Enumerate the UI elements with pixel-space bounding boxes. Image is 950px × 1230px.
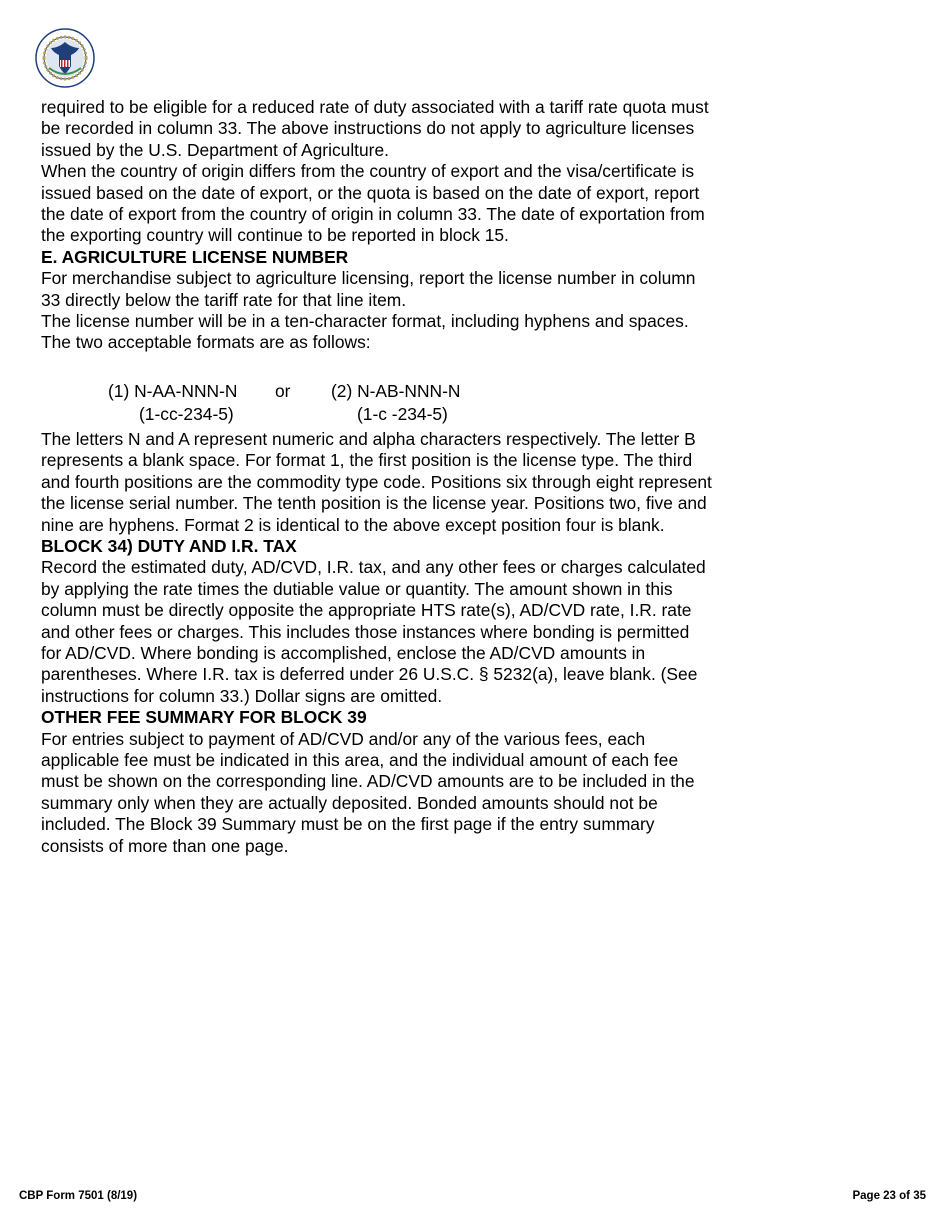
- format-1-example: (1-cc-234-5): [139, 403, 234, 424]
- footer-page-number: Page 23 of 35: [852, 1190, 926, 1202]
- heading-agriculture-license-number: E. AGRICULTURE LICENSE NUMBER: [41, 246, 349, 267]
- format-2-code: (2) N-AB-NNN-N: [331, 380, 461, 401]
- heading-block-34: BLOCK 34) DUTY AND I.R. TAX: [41, 535, 297, 556]
- paragraph-trq-licenses: required to be eligible for a reduced rate of duty associated with a tariff rate quota must be recorded in column 33. The above instructions do not apply to agriculture licenses issued by the U.S. Department of Agriculture.: [41, 97, 709, 160]
- heading-block-39: OTHER FEE SUMMARY FOR BLOCK 39: [41, 707, 367, 728]
- paragraph-duty-ir-tax: Record the estimated duty, AD/CVD, I.R. tax, and any other fees or charges calculated by applying the rate times the dutiable value or quantity. The amount shown in this column must be directly opposite the appropriate HTS rate(s), AD/CVD rate, I.R. rate and other fees or charges. This includes those instances where bonding is permitted for AD/CVD. Where bonding is accomplished, enclose the AD/CVD amounts in parentheses. Where I.R. tax is deferred under 26 U.S.C. § 5232(a), leave blank. (See instructions for column 33.) Dollar signs are omitted.: [41, 557, 706, 706]
- paragraph-agriculture-licensing: For merchandise subject to agriculture licensing, report the license number in column 33 directly below the tariff rate for that line item.: [41, 268, 696, 310]
- license-format-examples: [41, 381, 781, 429]
- paragraph-format-explanation: The letters N and A represent numeric and alpha characters respectively. The letter B represents a blank space. For format 1, the first position is the license type. The third and fourth positions are the commodity type code. Positions six through eight represent the license serial number. The tenth position is the license year. Positions two, five and nine are hyphens. Format 2 is identical to the above except position four is blank.: [41, 428, 712, 535]
- footer-form-number: CBP Form 7501 (8/19): [19, 1190, 138, 1202]
- main-content: [41, 97, 781, 857]
- format-or: or: [275, 380, 291, 401]
- format-1-code: (1) N-AA-NNN-N: [108, 380, 238, 401]
- format-2-example: (1-c -234-5): [357, 403, 448, 424]
- dhs-seal-icon: [35, 28, 95, 88]
- paragraph-license-format: The license number will be in a ten-character format, including hyphens and spaces. The two acceptable formats are as follows:: [41, 311, 689, 353]
- paragraph-country-of-origin: When the country of origin differs from the country of export and the visa/certificate is issued based on the date of export, or the quota is based on the date of export, report the date of export from the country of origin in column 33. The date of exportation from the exporting country will continue to be reported in block 15.: [41, 161, 705, 246]
- paragraph-fee-summary: For entries subject to payment of AD/CVD and/or any of the various fees, each applicable fee must be indicated in this area, and the individual amount of each fee must be shown on the corresponding line. AD/CVD amounts are to be included in the summary only when they are actually deposited. Bonded amounts should not be included. The Block 39 Summary must be on the first page if the entry summary consists of more than one page.: [41, 728, 695, 856]
